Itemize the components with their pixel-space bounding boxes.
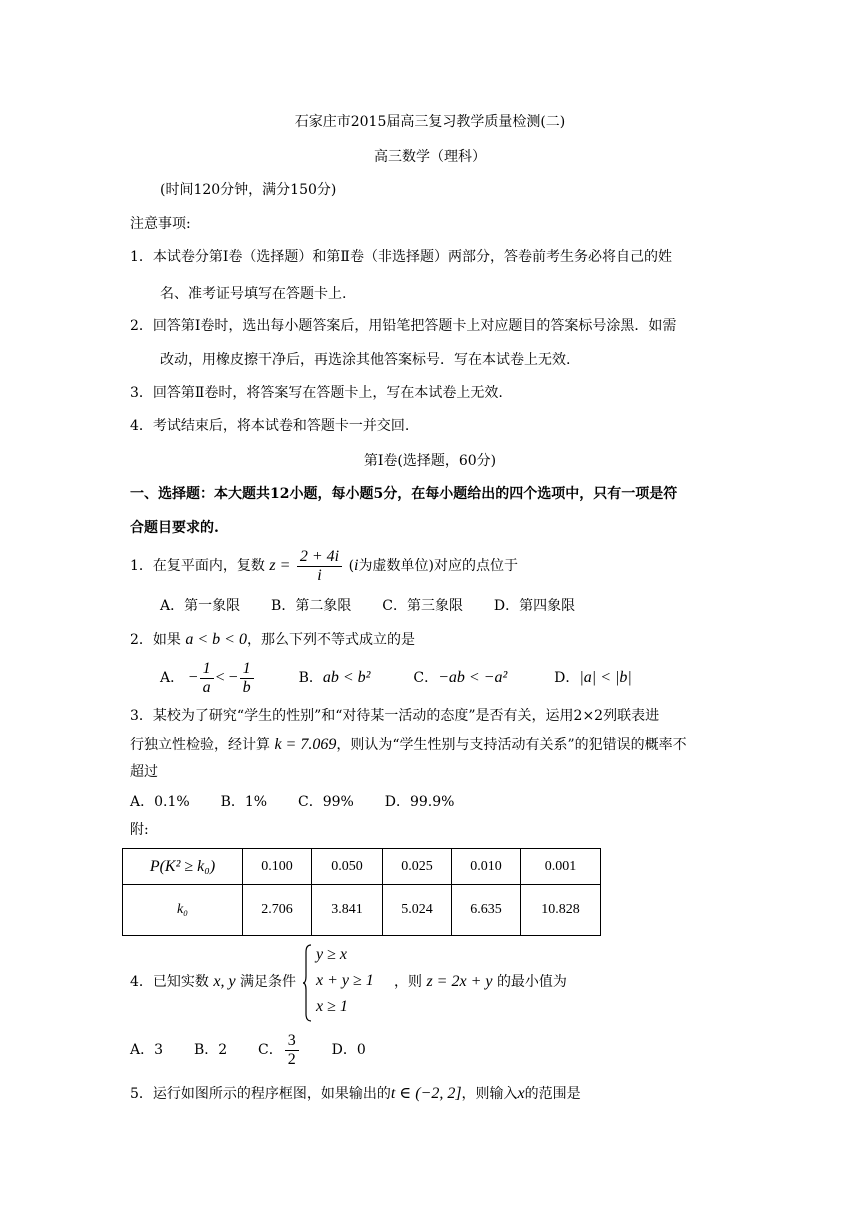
q4-condition-2: x + y ≥ 1 <box>316 972 374 989</box>
table-cell: 0.001 <box>521 849 601 885</box>
q1-option-b: B．第二象限 <box>271 598 352 614</box>
q1-fraction <box>297 548 342 585</box>
q4-options <box>130 1028 366 1072</box>
table-cell: 3.841 <box>312 885 383 936</box>
q4-then: ，则 <box>394 974 422 990</box>
q2-options: A． − $\frac{1}{a}$ < − $\frac{1}{b}$ B．ab < b² C．−ab < −a² D．|a| < |b| <box>160 659 632 696</box>
q2-option-d-label: D． <box>554 670 580 686</box>
question-2 <box>130 630 415 650</box>
q2-prefix: 2．如果 <box>130 632 181 648</box>
q1-prefix: 1．在复平面内，复数 <box>130 558 265 574</box>
q5-mid: ，则输入 <box>461 1086 518 1102</box>
critical-value-table <box>122 848 601 936</box>
q4-vars: x, y <box>213 973 236 990</box>
q2-option-a-frac2: $\frac{1}{b}$ <box>240 660 254 697</box>
table-cell: 6.635 <box>452 885 521 936</box>
table-cell: 5.024 <box>383 885 452 936</box>
q1-z-eq: z = <box>269 557 291 574</box>
note-item: 2．回答第Ⅰ卷时，选出每小题答案后，用铅笔把答题卡上对应题目的答案标号涂黑．如需 <box>130 318 677 334</box>
q1-suffix: 为虚数单位)对应的点位于 <box>358 558 518 574</box>
q5-x-var: x <box>517 1085 525 1102</box>
q4-option-c-num: 3 <box>285 1032 299 1051</box>
note-item: 改动，用橡皮擦干净后，再选涂其他答案标号．写在本试卷上无效. <box>160 352 571 368</box>
exam-subtitle: 高三数学（理科） <box>374 149 486 165</box>
q2-option-b-label: B． <box>298 670 323 686</box>
note-item: 1．本试卷分第Ⅰ卷（选择题）和第Ⅱ卷（非选择题）两部分，答卷前考生务必将自己的姓 <box>130 249 672 265</box>
q5-t-range: t ∈ (−2, 2] <box>390 1085 462 1102</box>
q1-options <box>160 596 575 616</box>
table-cell: 0.010 <box>452 849 521 885</box>
q4-mid: 满足条件 <box>240 974 297 990</box>
q4-option-c-den: 2 <box>287 1050 296 1068</box>
q5-suffix: 的范围是 <box>524 1086 581 1102</box>
q3-line2 <box>130 735 687 755</box>
section-instruction: 合题目要求的. <box>130 520 219 536</box>
q3-line2-prefix: 行独立性检验，经计算 <box>130 737 270 753</box>
exam-title: 石家庄市2015届高三复习教学质量检测(二) <box>294 114 566 130</box>
table-header-cell: P(K² ≥ k₀) <box>123 849 243 885</box>
q2-option-a-label: A． <box>160 670 185 686</box>
q2-option-a-frac1: $\frac{1}{a}$ <box>200 660 214 697</box>
q4-option-a: A．3 <box>130 1042 164 1058</box>
q3-line2-suffix: ，则认为“学生性别与支持活动有关系”的犯错误的概率不 <box>336 737 687 753</box>
q2-option-d-expr: |a| < |b| <box>579 669 632 686</box>
q1-numerator: 2 + 4i <box>297 548 342 567</box>
q4-condition-1: y ≥ x <box>316 946 347 963</box>
notes-heading: 注意事项: <box>130 216 191 232</box>
question-1: 1．在复平面内，复数 z = $\frac{2 + 4i}{i}$ (i为虚数单位)对应的点位于 <box>130 547 518 584</box>
q2-option-c-label: C． <box>413 670 439 686</box>
q2-option-b-expr: ab < b² <box>322 669 371 686</box>
q4-suffix: 的最小值为 <box>496 974 567 990</box>
q4-option-c-frac <box>285 1032 299 1069</box>
q3-option-c: C．99% <box>298 794 354 810</box>
section-instruction: 一、选择题：本大题共12小题，每小题5分，在每小题给出的四个选项中，只有一项是符 <box>130 486 678 502</box>
q2-suffix: ，那么下列不等式成立的是 <box>246 632 415 648</box>
q3-line1: 3．某校为了研究“学生的性别”和“对待某一活动的态度”是否有关，运用2×2列联表进 <box>130 708 660 724</box>
table-cell: 2.706 <box>243 885 312 936</box>
q3-options <box>130 792 454 812</box>
q4-condition-3: x ≥ 1 <box>316 998 348 1015</box>
q4-option-b: B．2 <box>193 1042 228 1058</box>
q1-denominator: i <box>317 566 322 584</box>
q3-k-value: k = 7.069 <box>274 736 337 753</box>
q1-option-c: C．第三象限 <box>382 598 463 614</box>
q3-line3: 超过 <box>130 764 158 780</box>
note-item: 名、准考证号填写在答题卡上. <box>160 286 347 302</box>
note-item: 3．回答第Ⅱ卷时，将答案写在答题卡上，写在本试卷上无效. <box>130 385 503 401</box>
table-cell: 0.100 <box>243 849 312 885</box>
table-cell: 10.828 <box>521 885 601 936</box>
table-header-cell: k₀ <box>123 885 243 936</box>
q4-tail <box>394 972 567 992</box>
q3-appendix-label: 附: <box>130 822 149 838</box>
q2-condition: a < b < 0 <box>185 631 247 648</box>
q1-option-d: D．第四象限 <box>493 598 576 614</box>
q3-option-a: A．0.1% <box>130 794 190 810</box>
q4-option-d: D．0 <box>331 1042 366 1058</box>
q2-option-c-expr: −ab < −a² <box>438 669 508 686</box>
table-row <box>123 849 601 885</box>
question-4 <box>130 972 296 992</box>
table-row <box>123 885 601 936</box>
q3-option-d: D．99.9% <box>384 794 455 810</box>
q4-prefix: 4．已知实数 <box>130 974 209 990</box>
q4-objective: z = 2x + y <box>426 973 493 990</box>
q4-option-c-label: C． <box>258 1042 283 1058</box>
time-note: (时间120分钟，满分150分) <box>160 182 337 198</box>
q1-option-a: A．第一象限 <box>160 598 241 614</box>
table-cell: 0.025 <box>383 849 452 885</box>
brace-icon <box>302 944 312 1022</box>
q5-prefix: 5．运行如图所示的程序框图，如果输出的 <box>130 1086 391 1102</box>
note-item: 4．考试结束后，将本试卷和答题卡一并交回. <box>130 418 410 434</box>
section-title: 第Ⅰ卷(选择题，60分) <box>363 453 497 469</box>
q3-option-b: B．1% <box>220 794 268 810</box>
table-cell: 0.050 <box>312 849 383 885</box>
question-5 <box>130 1084 581 1104</box>
q1-i-var: i <box>354 557 359 574</box>
